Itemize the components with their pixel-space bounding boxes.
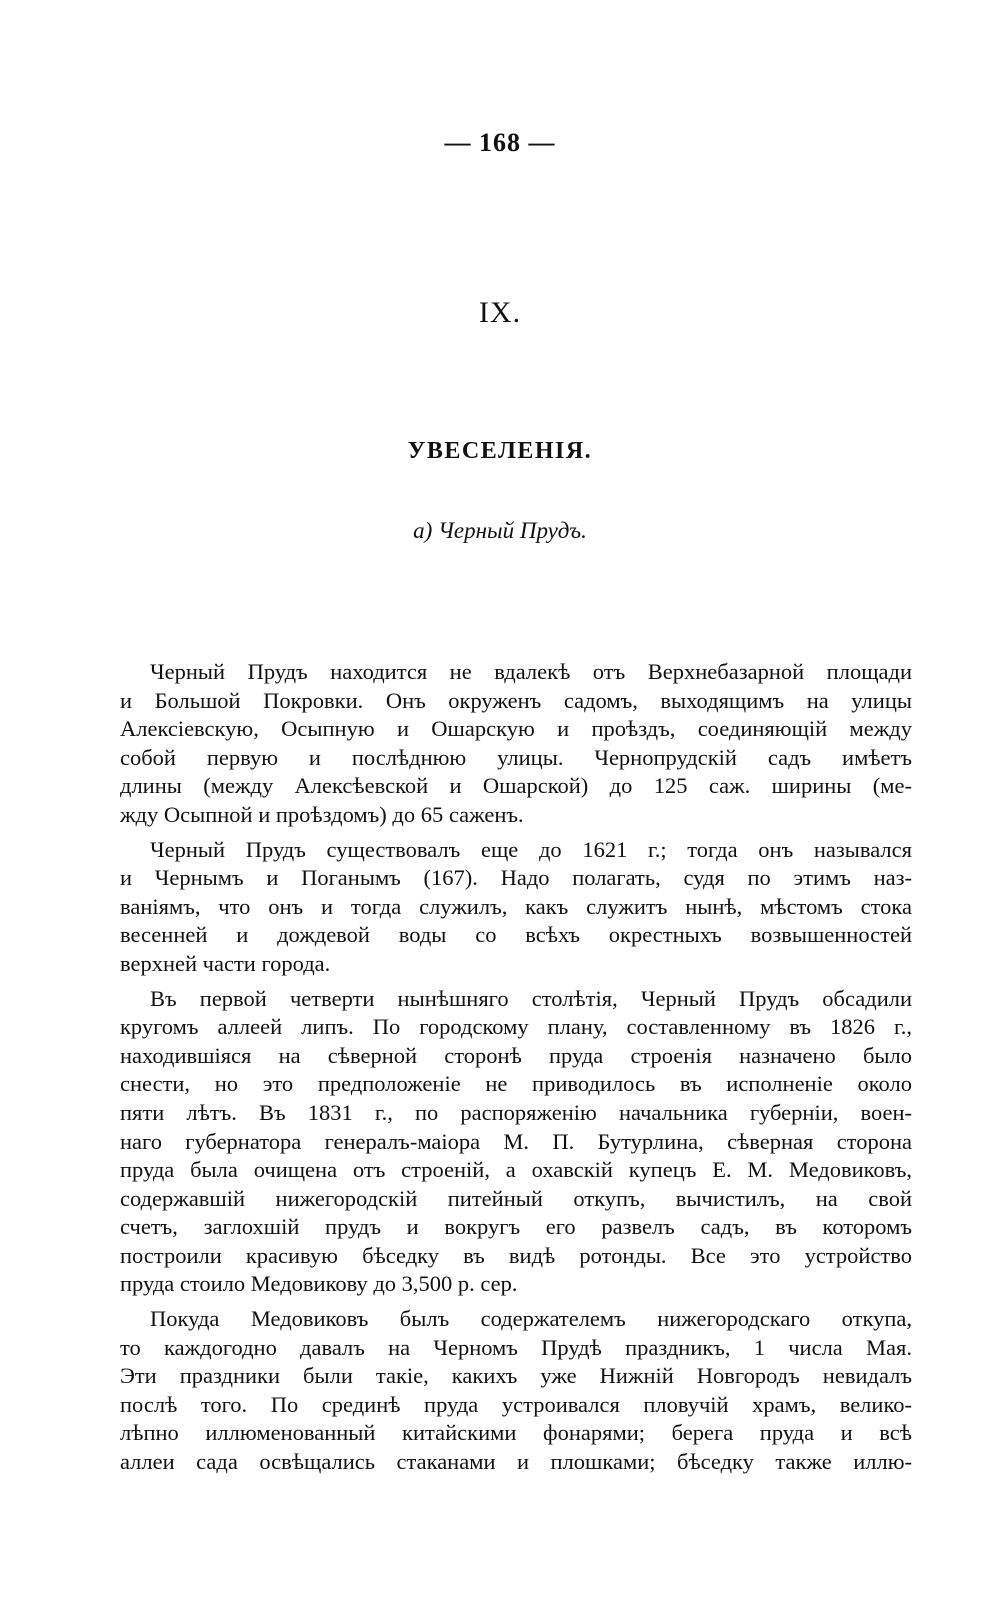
text-line: и Большой Покровки. Онъ окруженъ садомъ, выходящимъ на улицы — [120, 687, 912, 713]
text-line: Въ первой четверти нынѣшняго столѣтія, Черный Прудъ обсадили — [150, 985, 912, 1011]
chapter-number: IX. — [478, 296, 522, 329]
text-line: лѣпно иллюменованный китайскими фонарями; берега пруда и всѣ — [120, 1420, 912, 1446]
text-line: содержавшій нижегородскій питейный откупъ, вычистилъ, на свой — [120, 1185, 912, 1211]
paragraph — [120, 658, 912, 830]
text-line: кругомъ аллеей липъ. По городскому плану, составленному въ 1826 г., — [120, 1014, 912, 1040]
text-line: Черный Прудъ находится не вдалекѣ отъ Верхнебазарной площади — [150, 659, 912, 684]
text-line: Алексіевскую, Осыпную и Ошарскую и проѣздъ, соединяющій между — [120, 716, 912, 742]
text-line: пяти лѣтъ. Въ 1831 г., по распоряженію начальника губерніи, воен- — [120, 1099, 912, 1125]
text-line: аллеи сада освѣщались стаканами и плошками; бѣседку также иллю- — [120, 1449, 912, 1475]
text-line: и Чернымъ и Поганымъ (167). Надо полагать, судя по этимъ наз- — [120, 865, 912, 891]
text-line: ваніямъ, что онъ и тогда служилъ, какъ служитъ нынѣ, мѣстомъ стока — [120, 893, 912, 919]
page-number: — 168 — — [444, 128, 556, 157]
text-line: построили красивую бѣседку въ видѣ ротонды. Все это устройство — [120, 1242, 912, 1268]
paragraph — [120, 1305, 912, 1477]
text-line: длины (между Алексѣевской и Ошарской) до 125 саж. ширины (ме- — [120, 773, 912, 799]
text-line: Эти праздники были такіе, какихъ уже Нижній Новгородъ невидалъ — [120, 1363, 912, 1389]
text-line: то каждогодно давалъ на Черномъ Прудѣ праздникъ, 1 числа Мая. — [120, 1334, 912, 1360]
text-line: находившіяся на сѣверной сторонѣ пруда строенія назначено было — [120, 1042, 912, 1068]
text-line: верхней части города. — [120, 950, 331, 976]
text-line: собой первую и послѣднюю улицы. Чернопрудскій садъ имѣетъ — [120, 744, 912, 770]
text-line: Черный Прудъ существовалъ еще до 1621 г.; тогда онъ назывался — [150, 836, 912, 862]
chapter-title: УВЕСЕЛЕНІЯ. — [407, 438, 593, 464]
text-line: счетъ, заглохшій прудъ и вокругъ его развелъ садъ, въ которомъ — [120, 1214, 912, 1240]
paragraph — [120, 985, 912, 1300]
paragraph — [120, 836, 912, 979]
body-text — [120, 658, 912, 1483]
section-title: а) Черный Прудъ. — [413, 518, 587, 543]
text-line: снести, но это предположеніе не приводилось въ исполненіе около — [120, 1071, 912, 1097]
text-line: наго губернатора генералъ-маіора М. П. Бутурлина, сѣверная сторона — [120, 1128, 912, 1154]
text-line: Покуда Медовиковъ былъ содержателемъ нижегородскаго откупа, — [150, 1306, 912, 1332]
text-line: послѣ того. По срединѣ пруда устроивался пловучій храмъ, велико- — [120, 1391, 912, 1417]
text-line: пруда стоило Медовикову до 3,500 р. сер. — [120, 1271, 518, 1297]
text-line: жду Осыпной и проѣздомъ) до 65 саженъ. — [120, 801, 524, 827]
text-line: весенней и дождевой воды со всѣхъ окрестныхъ возвышенностей — [120, 922, 912, 948]
text-line: пруда была очищена отъ строеній, а охавскій купецъ Е. М. Медовиковъ, — [120, 1157, 912, 1183]
